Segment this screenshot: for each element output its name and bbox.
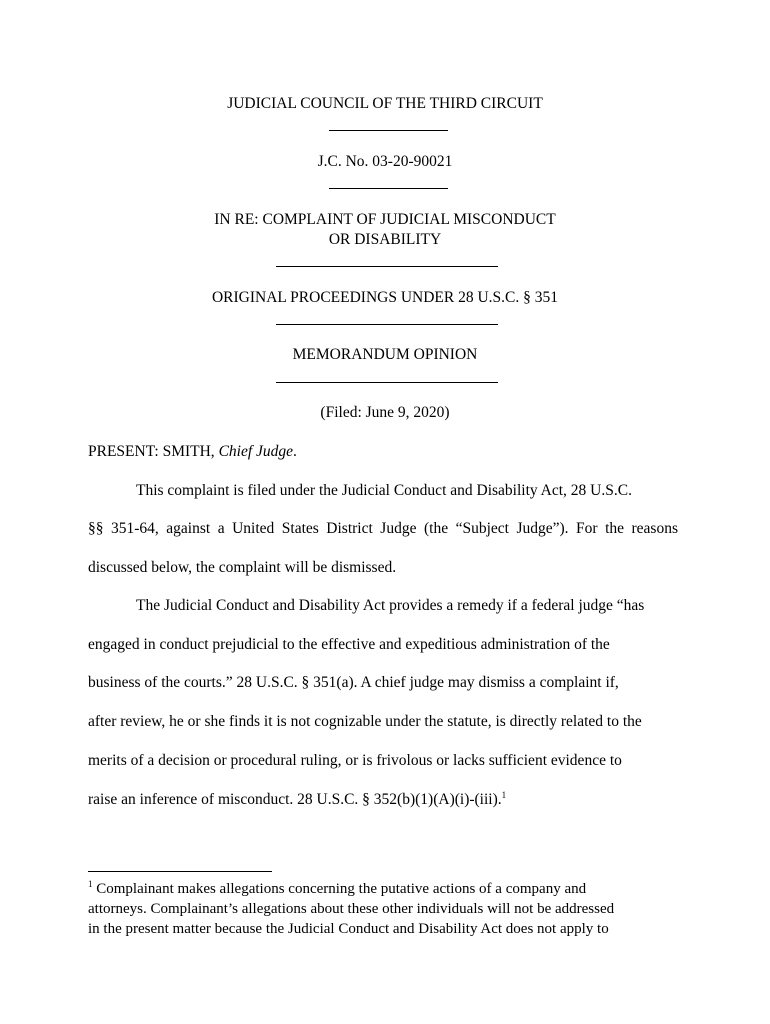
paragraph-2-line: merits of a decision or procedural ruling, or is frivolous or lacks sufficient evidence to [88,752,622,769]
paragraph-2-line: business of the courts.” 28 U.S.C. § 351(a). A chief judge may dismiss a complaint if, [88,674,619,691]
in-re-line-2: OR DISABILITY [328,231,442,248]
present-suffix: . [293,443,297,460]
caption-rule [276,324,498,325]
caption-rule [276,266,498,267]
document-type: MEMORANDUM OPINION [292,346,478,363]
present-title: Chief Judge [218,443,294,460]
caption-rule [329,130,448,131]
paragraph-1-line: This complaint is filed under the Judicial Conduct and Disability Act, 28 U.S.C. [136,482,632,499]
case-number: J.C. No. 03-20-90021 [317,153,453,170]
present-line [88,442,297,462]
footnote-line: attorneys. Complainant’s allegations about these other individuals will not be addressed [88,901,615,917]
footnote-line [88,880,586,899]
footnote-separator [88,871,272,872]
paragraph-2-line [88,790,506,810]
paragraph-2-line: The Judicial Conduct and Disability Act provides a remedy if a federal judge “has [136,597,645,614]
present-prefix: PRESENT: SMITH, [88,443,219,460]
footnote-reference: 1 [501,789,507,800]
footnote-line: in the present matter because the Judicial Conduct and Disability Act does not apply to [88,921,609,937]
in-re-line-1: IN RE: COMPLAINT OF JUDICIAL MISCONDUCT [214,211,556,228]
footnote-text: Complainant makes allegations concerning the putative actions of a company and [92,881,587,897]
council-heading: JUDICIAL COUNCIL OF THE THIRD CIRCUIT [227,95,543,112]
paragraph-2-last-text: raise an inference of misconduct. 28 U.S.C. § 352(b)(1)(A)(i)-(iii). [88,791,502,808]
proceedings-line: ORIGINAL PROCEEDINGS UNDER 28 U.S.C. § 351 [211,289,559,306]
paragraph-2-line: engaged in conduct prejudicial to the effective and expeditious administration of the [88,636,610,653]
paragraph-2-line: after review, he or she finds it is not cognizable under the statute, is directly related to the [88,713,642,730]
caption-rule [329,188,448,189]
filed-date: (Filed: June 9, 2020) [320,404,450,421]
paragraph-1-line: §§ 351-64, against a United States District Judge (the “Subject Judge”). For the reasons [88,520,678,537]
caption-rule [276,382,498,383]
paragraph-1-line: discussed below, the complaint will be dismissed. [88,559,397,576]
footnote-marker: 1 [88,879,93,889]
